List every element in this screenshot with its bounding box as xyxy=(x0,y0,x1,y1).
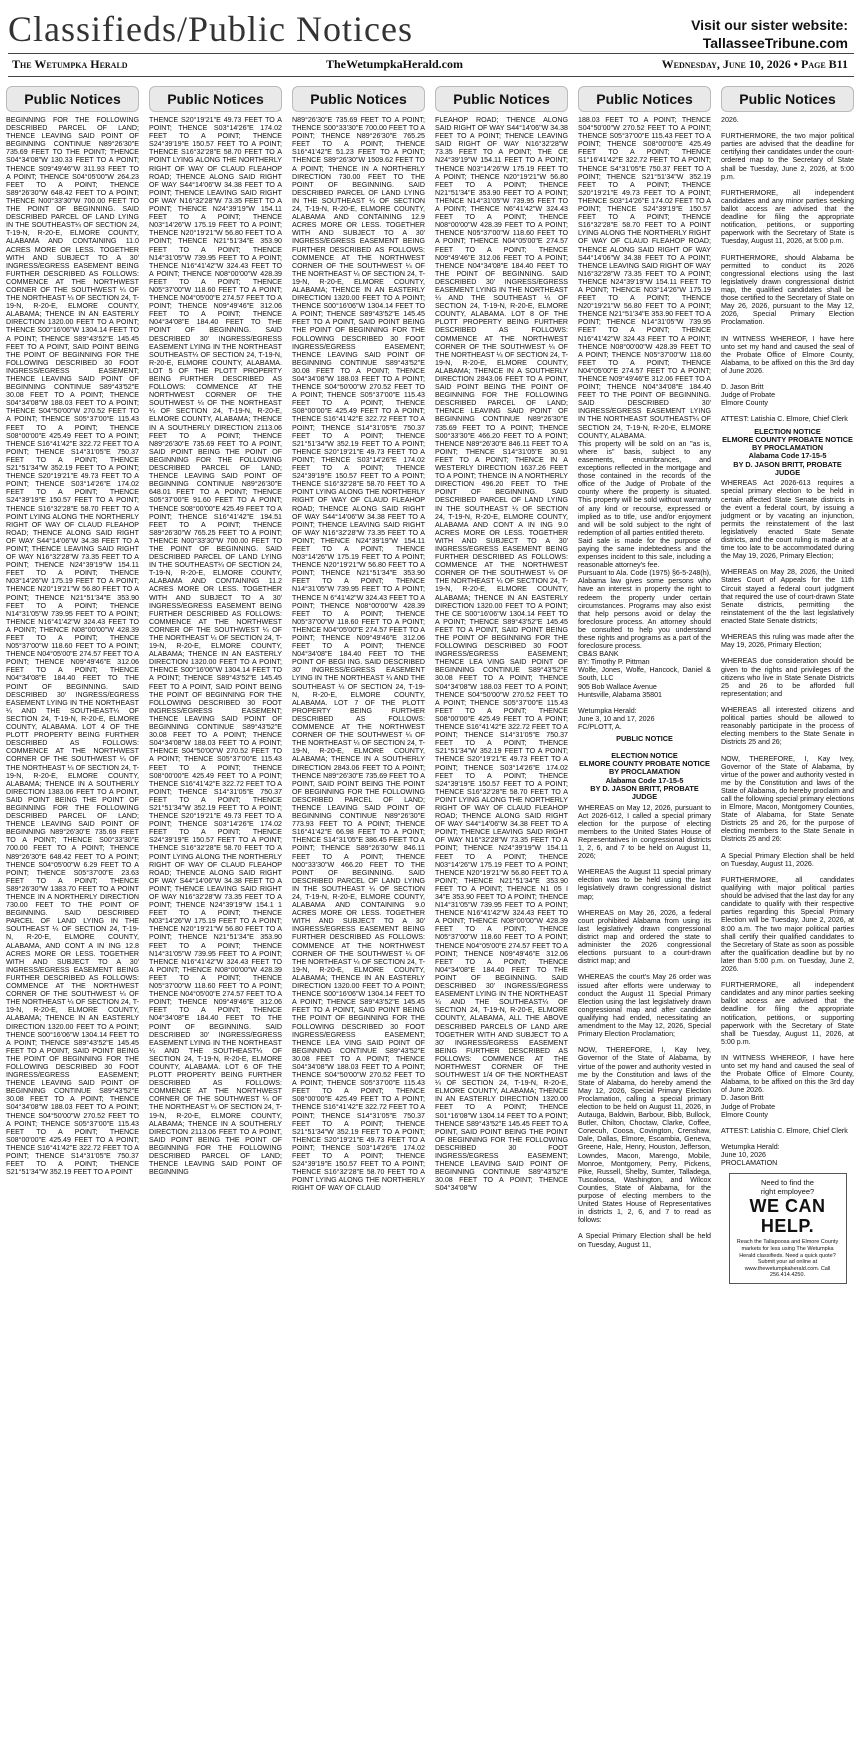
top-rule xyxy=(8,53,854,54)
notice-text: 2026. FURTHERMORE, the two major political parties are advised that the deadline for certifying their candidates under the court-ordered map to the Secretary of State shall be Tuesday, June 2, 2026, at 5:00 p.m. FURTHERMORE, all independent candidates and any minor parties seeking ballot access are advised that the deadline for filing the appropriate notification, petitions, or supporting paperwork with the Secretary of State is Tuesday, August 11, 2026, at 5:00 p.m. FURTHERMORE, should Alabama be permitted to conduct its 2026 congressional elections using the last legislatively drawn congressional district map, the qualified candidates shall be those certified to the Secretary of State on May 26, 2026, pursuant to the May 12, 2026, Special Primary Election Proclamation. IN WITNESS WHEREOF, I have here unto set my hand and caused the seal of the Probate Office of Elmore County, Alabama, to be affixed on this the 3rd day of June 2026. D. Jason Britt Judge of Probate Elmore County ATTEST: Latishia C. Elmore, Chief Clerk xyxy=(721,116,854,424)
notice-text: BEGINNING FOR THE FOLLOWING DESCRIBED PARCEL OF LAND; THENCE LEAVING SAID POINT OF BEGINNING CONTINUE N89°26'30"E 735.69 FEET TO THE POINT; THENCE S04°34'08"W 130.33 FEET TO A POINT; THENCE S09°49'46"W 311.93 FEET TO A POINT; THENCE S04°05'00"W 264.23 FEET TO A POINT; THENCE S89°26'30"W 648.42 FEET TO A POINT; THENCE N00°33'30"W 700.00 FEET TO THE POINT OF BEGINNING. SAID DESCRIBED PARCEL OF LAND LYING IN THE SOUTHEAST¼ OF SECTION 24, T-19-N, R-20-E, ELMORE COUNTY, ALABAMA AND CONTAINING 11.0 ACRES MORE OR LESS. TOGETHER WITH AND SUBJECT TO A 30' INGRESS/EGRESS EASEMENT BEING FURTHER DESCRIBED AS FOLLOWS: COMMENCE AT THE NORTHWEST CORNER OF THE SOUTHWEST ¼ OF THE NORTHEAST ¼ OF SECTION 24, T-19-N, R-20-E, ELMORE COUNTY, ALABAMA; THENCE IN AN EASTERLY DIRECTION 1320.00 FEET TO A POINT; THENCE S00°16'06"W 1304.14 FEET TO A POINT; THENCE S89°43'52"E 145.45 FEET TO A POINT, SAID POINT BEING THE POINT OF BEGINNING FOR THE FOLLOWING DESCRIBED 30 FOOT INGRESS/EGRESS EASEMENT; THENCE LEAVING SAID POINT OF BEGINNING CONTINUE S89°43'52"E 30.08 FEET TO A POINT; THENCE S04°34'08"W 188.03 FEET TO A POINT; THENCE S04°50'00"W 270.52 FEET TO A POINT; THENCE S05°37'00"E 115.43 FEET TO A POINT; THENCE S08°00'00"E 425.49 FEET TO A POINT; THENCE S16°41'42"E 322.72 FEET TO A POINT; THENCE S14°31'05"E 750.37 FEET TO A POINT; THENCE S21°51'34"W 352.19 FEET TO A POINT; THENCE S20°19'21"E 49.73 FEET TO A POINT; THENCE S03°14'26"E 174.02 FEET TO A POINT; THENCE S24°39'19"E 150.57 FEET TO A POINT; THENCE S16°32'28"E 58.70 FEET TO A POINT LYING ALONG THE NORTHERLY RIGHT OF WAY OF CLAUD FLEAHOP ROAD; THENCE ALONG SAID RIGHT OF WAY S44°14'06"W 34.38 FEET TO A POINT; THENCE LEAVING SAID RIGHT OF WAY N16°32'28"W 73.35 FEET TO A POINT; THENCE N24°39'19"W 154.11 FEET TO A POINT; THENCE N03°14'26"W 175.19 FEET TO A POINT; THENCE N20°19'21"W 56.80 FEET TO A POINT; THENCE N21°51'34"E 353.90 FEET TO A POINT; THENCE N14°31'05"W 739.95 FEET TO A POINT; THENCE N16°41'42"W 324.43 FEET TO A POINT; THENCE N08°00'00"W 428.39 FEET TO A POINT; THENCE N05°37'00"W 118.60 FEET TO A POINT; THENCE N04°05'00"E 274.57 FEET TO A POINT; THENCE N09°49'46"E 312.06 FEET TO A POINT; THENCE N04°34'08"E 184.40 FEET TO THE POINT OF BEGINNING. SAID DESCRIBED 30' INGRESS/EGRESS EASEMENT LYING IN THE NORTHEAST ¼ AND THE SOUTHEAST¼ OF SECTION 24, T-19-N, R-20-E, ELMORE COUNTY, ALABAMA. LOT 4 OF THE PLOTT PROPERTY BEING FURTHER DESCRIBED AS FOLLOWS: COMMENCE AT THE NORTHWEST CORNER OF THE SOUTHWEST ¼ OF THE NORTHEAST ¼ OF SECTION 24, T-19-N, R-20-E, ELMORE COUNTY, ALABAMA; THENCE IN A SOUTHERLY DIRECTION 1383.06 FEET TO A POINT, SAID POINT BEING THE POINT OF BEGINNING FOR THE FOLLOWING DESCRIBED PARCEL OF LAND; THENCE LEAVING SAID POINT OF BEGINNING N89°26'30"E 735.69 FEET TO A POINT; THENCE S00°33'30"E 700.00 FEET TO A POINT; THENCE N89°26'30"E 648.42 FEET TO A POINT; THENCE S04°05'00"W 6.29 FEET TO A POINT; THENCE S05°37'00"E 23.63 FEET TO A POINT; THENCE S89°26'30"W 1383.70 FEET TO A POINT THENCE IN A NORTHERLY DIRECTION 730.00 FEET TO THE POINT OF BEGINNING. SAID DESCRIBED PARCEL OF LAND LYING IN THE SOUTHEAST ¼ OF SECTION 24, T-19-N, R-20-E, ELMORE COUNTY, ALABAMA, AND CONT A IN ING 12.8 ACRES MORE OR LESS. TOGETHER WITH AND SUBJECT TO A 30' INGRESS/EGRESS EASEMENT BEING FURTHER DESCRIBED AS FOLLOWS: COMMENCE AT THE NORTHWEST CORNER OF THE SOUTHWEST ¼ OF THE NORTHEAST ¼ OF SECTION 24, T-19-N, R-20-E, ELMORE COUNTY, ALABAMA; THENCE IN AN EASTERLY DIRECTION 1320.00 FEET TO A POINT; THENCE S00°16'06"W 1304.14 FEET TO A POINT; THENCE S89°43'52"E 145.45 FEET TO A POINT, SAID POINT BEING THE POINT OF BEGINNING FOR THE FOLLOWING DESCRIBED 30 FOOT INGRESS/EGRESS EASEMENT; THENCE LEAVING SAID POINT OF BEGINNING CONTINUE S89°43'52"E 30.08 FEET TO A POINT; THENCE S04°34'08"W 188.03 FEET TO A POINT; THENCE S04°50'00"W 270.52 FEET TO A POINT; THENCE S05°37'00"E 115.43 FEET TO A POINT; THENCE S08°00'00"E 425.49 FEET TO A POINT; THENCE S16°41'42"E 322.72 FEET TO A POINT; THENCE S14°31'05"E 750.37 FEET TO A POINT; THENCE S21°51'34"W 352.19 FEET TO A POINT xyxy=(6,116,141,1177)
notice-column-1 xyxy=(6,86,139,1742)
paper-name: The Wetumpka Herald xyxy=(12,57,128,71)
notice-column-6 xyxy=(721,86,854,1742)
notice-column-5 xyxy=(578,86,711,1742)
section-title: Classifieds/Public Notices xyxy=(8,9,413,49)
notice-column-2 xyxy=(149,86,282,1742)
election-notice-text: WHEREAS on May 12, 2026, pursuant to Act 2026-612, I called a special primary election for the purpose of electing members to the United States House of Representatives in congressional districts 1, 2, 6, and 7 to be held on August 11, 2026; WHEREAS the August 11 special primary election was to be held using the last legislatively drawn congressional district map; WHEREAS on May 26, 2026, a federal court prohibited Alabama from using its last legislatively drawn congressional district map and ordered the state to administer the 2026 congressional elections pursuant to a court-drawn district map; and WHEREAS the court's May 26 order was issued after efforts were underway to conduct the August 11 Special Primary Election using the last legislatively drawn congressional map and after candidate qualifying had ended, necessitating an amendment to the May 12, 2026, Special Primary Election Proclamation; NOW, THEREFORE, I, Kay Ivey, Governor of the State of Alabama, by virtue of the power and authority vested in me by the Constitution and laws of the State of Alabama, do hereby amend the May 12, 2026, Special Primary Election Proclamation, calling a special primary election to be held on August 11, 2026, in Autauga, Baldwin, Barbour, Bibb, Bullock, Butler, Chilton, Choctaw, Clarke, Coffee, Conecuh, Coosa, Covington, Crenshaw, Dale, Dallas, Elmore, Escambia, Geneva, Greene, Hale, Henry, Houston, Jefferson, Lowndes, Macon, Marengo, Mobile, Monroe, Montgomery, Perry, Pickens, Pike, Russell, Shelby, Sumter, Talladega, Tuscaloosa, Washington, and Wilcox Counties, State of Alabama, for the purpose of electing members to the United States House of Representatives in districts 1, 2, 6, and 7 to read as follows: A Special Primary Election shall be held on Tuesday, August 11, xyxy=(578,803,711,1249)
paper-website[interactable]: TheWetumpkaHerald.com xyxy=(326,57,463,71)
column-header: Public Notices xyxy=(292,86,425,112)
column-header: Public Notices xyxy=(578,86,711,112)
classifieds-help-ad[interactable] xyxy=(729,1173,847,1284)
help-ad-line2: right employee? xyxy=(760,1187,815,1197)
column-header: Public Notices xyxy=(721,86,854,112)
bottom-rule xyxy=(8,76,854,77)
notice-text: FLEAHOP ROAD; THENCE ALONG SAID RIGHT OF WAY S44°14'06"W 34.38 FEET TO A POINT; THENCE LEAVING SAID RIGHT OF WAY N16°32'28"W 73.35 FEET TO A POINT; THE CE N24°39'19"W 154.11 FEET TO A POINT; THENCE N03°14'26"W 175.19 FEET TO A POINT; THENCE N20°19'21"W 56.80 FEET TO A POINT; THENCE N21°51'34"E 353.90 FEET TO A POINT; THENCE N14°31'05"W 739.95 FEET TO A POINT; THENCE N6°41'42"W 324.43 FEET TO A POINT; THENCE N08°00'00"W 428.39 FEET TO A POINT; THENCE N05°37'00"W 118.60 FEET TO A POINT; THENCE N04°05'00"E 274.57 FEET TO A POINT; THENCE N09°49'46"E 312.06 FEET TO A POINT; THENCE N04°34'08"E 184.40 FEET TO THE POINT OF BEGINNING. SAID DESCRIBED 30' INGRESS/EGRESS EASEMENT LYING IN THE NORTHEAST ¼ AND THE SOUTHEAST ¼ OF SECTION 24, T-19-N, R-20-E, ELMORE COUNTY, ALABAMA. LOT 8 OF THE PLOTT PROPERTY BEING FURTHER DESCRIBED AS FOLLOWS: COMMENCE AT THE NORTHWEST CORNER OF THE SOUTHWEST ¼ OF THE NORTHEAST ¼ OF SECTION 24, T-19-N, R-20-E, ELMORE COUNTY, ALABAMA; THENCE IN A SOUTHERLY DIRECTION 2843.06 FEET TO A POINT, SAID POINT BEING THE POINT OF BEGINNING FOR THE FOLLOWING DESCRIBED PARCEL OF LAND; THENCE LEAVING SAID POINT OF BEGINNING CONTINUE N89°26'30"E 735.69 FEET TO A POINT; THENCE S00°33'30"E 466.20 FEET TO A POINT; THENCE N89°26'30"E 846.11 FEET TO A POINT; THENCE S14°31'05"E 30.91 FEET TO A POINT; THENCE IN A WESTERLY DIRECTION 1637.26 FEET TO A POINT; THENCE IN A NORTHERLY DIRECTION 496.20 FEET TO THE POINT OF BEGINNING. SAID DESCRIBED PARCEL OF LAND LYING IN THE SOUTHEAST ¼ OF SECTION 24, T-19-N, R-20-E, ELMORE COUNTY, ALABAMA AND CONT A IN ING 9.0 ACRES MORE OR LESS. TOGETHER WITH AND SUBJECT TO A 30' INGRESS/EGRESS EASEMENT BEING FURTHER DESCRIBED AS FOLLOWS: COMMENCE AT THE NORTHWEST CORNER OF THE SOUTHWEST ¼ OF THE NORTHEAST ¼ OF SECTION 24, T-19-N, R-20-E, ELMORE COUNTY, ALABAMA; THENCE IN AN EASTERLY DIRECTION 1320.00 FEET TO A POINT; THE CE S00°16'06"W 1304.14 FEET TO A POINT; THENCE S89°43'52"E 145.45 FEET TO A POINT, SAID POINT BEING THE POINT OF BEGINNING FOR THE FOLLOWING DESCRIBED 30 FOOT INGRESS/EGRESS EASEMENT; THENCE LEA VING SAID POINT OF BEGINNING CONTINUE S89°43'52"E 30.08 FEET TO A POINT; THENCE S04°34'08"W 188.03 FEET TO A POINT; THENCE S04°50'00"W 270.52 FEET TO A POINT; THENCE S05°37'00"E 115.43 FEET TO A POINT; THENCE S08°00'00"E 425.49 FEET TO A POINT; THENCE S16°41'42"E 322.72 FEET TO A POINT; THENCE S14°31'05"E 750.37 FEET TO A POINT; THENCE S21°51'34"W 352.19 FEET TO A POINT; THENCE S20°19'21"E 49.73 FEET TO A POINT; THENCE S03°14'26"E 174.02 FEET TO A POINT; THENCE S24°39'19"E 150.57 FEET TO A POINT; THENCE S16°32'28"E 58.70 FEET TO A POINT LYING ALONG THE NORTHERLY RIGHT OF WAY OF CLAUD FLEAHOP ROAD; THENCE ALONG SAID RIGHT OF WAY S44°14'06"W 34.38 FEET TO A POINT; THENCE LEAVING SAID RIGHT OF WAY N16°32'28"W 73.35 FEET TO A POINT; THENCE N24°39'19"W 154.11 FEET TO A POINT; THENCE N03°14'26"W 175.19 FEET TO A POINT; THENCE N20°19'21"W 56.80 FEET TO A POINT; THENCE N21°51'34"E 353.90 FEET TO A POINT; THENCE N1 05 I 34"E 353.90 FEET TO A POINT; THENCE N14°31'05"W 739.95 FEET TO A POINT; THENCE N16°41'42"W 324.43 FEET TO A POINT; THENCE N08°00'00"W 428.39 FEET TO A POINT; THENCE N05°37'00"W 118.60 FEET TO A POINT; THENCE N04°05'00"E 274.57 FEET TO A POINT; THENCE N09°49'46"E 312.06 FEET TO A POINT; THENCE N04°34'08"E 184.40 FEET TO THE POINT OF BEGINNING. SAID DESCRIBED 30' INGRESS/EGRESS EASEMENT LYING IN THE NORTHEAST ¼ AND THE SOUTHEAST¼ OF SECTION 24, T-19-N, R-20-E, ELMORE COUNTY, ALABAMA, ALL THE ABOVE DESCRIBED PARCELS OF LAND ARE TOGETHER WITH AND SUBJECT TO A 30' INGRESS/EGRESS EASEMENT BEING FURTHER DESCRIBED AS FOLLOWS: COMMENCE AT THE NORTHWEST CORNER OF THE SOUTHWEST 1/4 OF THE NORTHEAST ¼ OF SECTION 24, T-19-N, R-20-E, ELMORE COUNTY, ALABAMA; THENCE IN AN EASTERLY DIRECTION 1320.00 FEET TO A POINT; THENCE S01°16'08"W 1304.14 FEET TO A POINT; THENCE S89°43'52"E 145.45 FEET TO A POINT, SAID POINT BEING THE POINT OF BEGINNING FOR THE FOLLOWING DESCRIBED 30 FOOT INGRESS/EGRESS EASEMENT; THENCE LEAVING SAID POINT OF BEGINNING CONTINUE S89°43'52"E 30.08 FEET TO A POINT; THENCE S04°34'08"W xyxy=(435,116,570,1193)
column-header: Public Notices xyxy=(435,86,568,112)
column-header: Public Notices xyxy=(149,86,282,112)
notice-text: 188.03 FEET TO A POINT; THENCE S04°50'00"W 270.52 FEET TO A POINT; THENCE S05°37'00"E 115.43 FEET TO A POINT; THENCE S08°00'00"E 425.49 FEET TO A POINT; THENCE S1°16'41'42"E 322.72 FEET TO A POINT; THENCE S4°31'05"E 750.37 FEET TO A POINT; THENCE S21°51'34"W 352.19 FEET TO A POINT; THENCE S20°19'21"E 49.73 FEET TO A POINT; THENCE S03°14'26"E 174.02 FEET TO A POINT; THENCE S24°39'19"E 150.57 FEET TO A POINT; THENCE S16°32'28"E 58.70 FEET TO A POINT LYING ALONG THE NORTHERLY RIGHT OF WAY OF CLAUD FLEAHOP ROAD; THENCE ALONG SAID RIGHT OF WAY S44°14'06"W 34.38 FEET TO A POINT; THENCE LEAVING SAID RIGHT OF WAY N16°32'28"W 73.35 FEET TO A POINT; THENCE N24°39'19"W 154.11 FEET TO A POINT; THENCE N03°14'26"W 175.19 FEET TO A POINT; THENCE N20°19'21"W 56.80 FEET TO A POINT; THENCE N21°51'34"E 353.90 FEET TO A POINT; THENCE N14°31'05"W 739.95 FEET TO A POINT; THENCE N16°41'42"W 324.43 FEET TO A POINT; THENCE N08°00'00"W 428.39 FEET TO A POINT; THENCE N05°37'00"W 118.60 FEET TO A POINT; THENCE N04°05'00"E 274.57 FEET TO A POINT; THENCE N09°49'46"E 312.06 FEET TO A POINT; THENCE N04°34'08"E 184.40 FEET TO THE POINT OF BEGINNING. SAID DESCRIBED 30' INGRESS/EGRESS EASEMENT LYING IN THE NORTHEAST SOUTHEAST¼ OF SECTION 24, T-19-N, R-20-E, ELMORE COUNTY, ALABAMA. This property will be sold on an "as is, where is" basis, subject to any easements, encumbrances, and exceptions reflected in the mortgage and those contained in the records of the office of the Judge of Probate of the county where the property is situated. This property will be sold without warranty of any kind or recourse, expressed or implied as to title, use and/or enjoyment and will be sold subject to the right of redemption of all parties entitled thereto. Said sale is made for the purpose of paying the same indebtedness and the expenses incident to this sale, including a reasonable attorney's fee. Pursuant to Ala. Code (1975) §6-5-248(h), Alabama law gives some persons who have an interest in property the right to redeem the property under certain circumstances. Programs may also exist that help persons avoid or delay the foreclosure process. An attorney should be consulted to help you understand these rights and programs as a part of the foreclosure process. CB&S BANK BY: Timothy P. Pittman Wolfe, Jones, Wolfe, Hancock, Daniel & South, LLC 905 Bob Wallace Avenue Huntsville, Alabama 35801 Wetumpka Herald: June 3, 10 and 17, 2026 FC/PLOTT, A. xyxy=(578,116,711,732)
election-notice-text: WHEREAS Act 2026-613 requires a special primary election to be held in certain affected State Senate districts in the event a federal court, by issuing a judgment or by vacating an injunction, permits the reinstatement of the last legislatively enacted State Senate districts, and the court ruling is made at a time too late to be accommodated during the May 19, 2026, Primary Election; WHEREAS on May 28, 2026, the United States Court of Appeals for the 11th Circuit stayed a federal court judgment that required the use of court-drawn State Senate districts, permitting the reinstatement of the the last legislatively enacted State Senate districts; WHEREAS this ruling was made after the May 19, 2026, Primary Election; WHEREAS due consideration should be given to the rights and privileges of the citizens who live in State Senate Districts 25 and 26 to be afforded full representation; and WHEREAS all interested citizens and political parties should be allowed to reasonably participate in the process of electing members to the State Senate in Districts 25 and 26; NOW, THEREFORE, I, Kay Ivey, Governor of the State of Alabama, by virtue of the power and authority vested in me by the Constitution and laws of the State of Alabama, do hereby proclaim and call the following special primary elections in Elmore, Macon, Montgomery Counties, State of Alabama, for State Senate Districts 25 and 26, for the purpose of electing members to the State Senate in Districts 25 and 26: A Special Primary Election shall be held on Tuesday, August 11, 2026. FURTHERMORE, all candidates qualifying with major political parties should be advised that the last day for any candidate to qualify with their respective parties regarding this Special Primary Election will be Tuesday, June 2, 2026, at 8:00 a.m. The two major political parties shall certify their qualified candidates to the Secretary of State as soon as possible after the qualification deadline but by no later than 5:00 p.m. on Tuesday, June 2, 2026. FURTHERMORE, all independent candidates and any minor parties seeking ballot access are advised that the deadline for filing the appropriate notification, petitions, or supporting paperwork with the Secretary of State shall be Tuesday, August 11, 2026, at 5:00 p.m. IN WITNESS WHEREOF, I have here unto set my hand and caused the seal of the Probate Office of Elmore County, Alabama, to be affixed on this the 3rd day of June 2026. D. Jason Britt Judge of Probate Elmore County ATTEST: Latishia C. Elmore, Chief Clerk Wetumpka Herald: June 10, 2026 PROCLAMATION xyxy=(721,479,854,1168)
issue-date-page: Wednesday, June 10, 2026 • Page B11 xyxy=(661,57,848,71)
help-ad-line1: Need to find the xyxy=(761,1178,814,1188)
notice-column-4 xyxy=(435,86,568,1742)
notice-column-3 xyxy=(292,86,425,1742)
sister-site-link[interactable]: TallasseeTribune.com xyxy=(702,35,848,51)
column-header: Public Notices xyxy=(6,86,139,112)
help-ad-details: Reach the Tallapoosa and Elmore County markets for less using The Wetumpka Herald classifieds. Need a quick quote? Submit your ad online at www.thewetumpkaherald.com. Call 256.414.4250. xyxy=(736,1239,839,1279)
help-ad-headline1: WE CAN xyxy=(749,1196,826,1217)
visit-line: Visit our sister website: xyxy=(691,17,848,33)
sister-site-promo xyxy=(691,16,848,52)
notice-text: N89°26'30"E 735.69 FEET TO A POINT; THENCE S00°33'30"E 700.00 FEET TO A POINT; THENCE N89°26'30"E 765.25 FEET TO A POINT; THENCE S16°41'42"E 51.23 FEET TO A POINT; THENCE S89°26'30"W 1509.62 FEET TO A POINT; THENCE IN A NORTHERLY DIRECTION 730.00 FEET TO THE POINT OF BEGINNING. SAID DESCRIBED PARCEL OF LAND LYING IN THE SOUTHEAST ¼ OF SECTION 24, T-19-N, R-20-E, ELMORE COUNTY, ALABAMA AND CONTAINING 12.9 ACRES MORE OR LESS. TOGETHER WITH AND SUBJECT TO A 30' INGRESS/EGRESS EASEMENT BEING FURTHER DESCRIBED AS FOLLOWS: COMMENCE AT THE NORTHWEST CORNER OF THE SOUTHWEST ¼ OF THE NORTHEAST ¼ OF SECTION 24, T-19-N, R-20-E, ELMORE COUNTY, ALABAMA; THENCE IN AN EASTERLY DIRECTION 1320.00 FEET TO A POINT; THENCE S00°16'06"W 1304.14 FEET TO A POINT; THENCE S89°43'52"E 145.45 FEET TO A POINT, SAID POINT BEING THE POINT OF BEGINNING FOR THE FOLLOWING DESCRIBED 30 FOOT INGRESS/EGRESS EASEMENT; THENCE LEAVING SAID POINT OF BEGINNING CONTINUE S89°43'52"E 30.08 FEET TO A POINT; THENCE S04°34'08"W 188.03 FEET TO A POINT; THENCE S04°50'00"W 270.52 FEET TO A POINT; THENCE S05°37'00"E 115.43 FEET TO A POINT; THENCE S08°00'00"E 425.49 FEET TO A POINT; THENCE S16°41'42"E 322.72 FEET TO A POINT; THENCE S14°31'05"E 750.37 FEET TO A POINT; THENCE S21°51'34"W 352.19 FEET TO A POINT; THENCE S20°19'21"E 49.73 FEET TO A POINT; THENCE S03°14'26"E 174.02 FEET TO A POINT; THENCE S24°39'19"E 150.57 FEET TO A POINT; THENCE S16°32'28"E 58.70 FEET TO A POINT LYING ALONG THE NORTHERLY RIGHT OF WAY OF CLAUD FLEAHOP ROAD; THENCE ALONG SAID RIGHT OF WAY S44°14'06"W 34.38 FEET TO A POINT; THENCE LEAVING SAID RIGHT OF WAY N16°32'28"W 73.35 FEET TO A POINT; THENCE N24°39'19"W 154.11 FEET TO A POINT; THENCE N03°14'26"W 175.19 FEET TO A POINT; THENCE N20°19'21"W 56.80 FEET TO A POINT; THENCE N21°51'34"E 353.90 FEET TO A POINT; THENCE N14°31'05"W 739.95 FEET TO A POINT; THENCE N 6°41'42"W 324.43 FEET TO A POINT; THENCE N08°00'00"W 428.39 FEET TO A POINT; THENCE N05°37'00"W 118.60 FEET TO A POINT; THENCE N04°05'00"E 274.57 FEET TO A POINT; THENCE N09°49'46"E 312.06 FEET TO A POINT; THENCE N04°34'08"E 184.40 FEET TO THE POINT OF BEGI ING. SAID DESCRIBED 30' INGRESS/EGRESS EASEMENT LYING IN THE NORTHEAST ¼ AND THE SOUTHEAST ¼ OF SECTION 24, T-19-N, R-20-E, ELMORE COUNTY, ALABAMA. LOT 7 OF THE PLOTT PROPERTY BEING FURTHER DESCRIBED AS FOLLOWS: COMMENCE AT THE NORTHWEST CORNER OF THE SOUTHWEST ¼ OF THE NORTHEAST ¼ OF SECTION 24, T-19-N, R-20-E, ELMORE COUNTY, ALABAMA; THENCE IN A SOUTHERLY DIRECTION 2843.06 FEET TO A POINT; THENCE N89°26'30"E 735.69 FEET TO A POINT, SAID POINT BEING THE POINT OF BEGINNING FOR THE FOLLOWING DESCRIBED PARCEL OF LAND; THENCE LEAVING SAID POINT OF BEGINNING CONTINUE N89°26'30"E 773.93 FEET TO A POINT; THENCE S16°41'42"E 66.98 FEET TO A POINT; THENCE S14°31'05"E 386.45 FEET TO A POINT; THENCE S89°26'30"W 846.11 FEET TO A POINT; THENCE N00°33'30"W 466.20 FEET TO THE POINT OF BEGINNING. SAID DESCRIBED PARCEL OF LAND LYING IN THE SOUTHEAST ¼ OF SECTION 24, T-19-N, R-20-E, ELMORE COUNTY, ALABAMA AND CONTAINING 9.0 ACRES MORE OR LESS. TOGETHER WITH AND SUBJECT TO A 30' INGRESS/EGRESS EASEMENT BEING FURTHER DESCRIBED AS FOLLOWS: COMMENCE AT THE NORTHWEST CORNER OF THE SOUTHWEST ¼ OF THE NORTHEAST ¼ OF SECTION 24, T-19-N, R-20-E, ELMORE COUNTY, ALABAMA; THENCE IN AN EASTERLY DIRECTION 1320.00 FEET TO A POINT; THENCE S00°16'06"W 1304.14 FEET TO A POINT; THENCE S89°43'52"E 145.45 FEET TO A POINT, SAID POINT BEING THE POINT OF BEGINNING FOR THE FOLLOWING DESCRIBED 30 FOOT INGRESS/EGRESS EASEMENT; THENCE LEA VING SAID POINT OF BEGINNING CONTINUE S89°43'52"E 30.08 FEET TO A POINT; THENCE S04°34'08"W 188.03 FEET TO A POINT; THENCE S04°50'00"W 270.52 FEET TO A POINT; THENCE S05°37'00"E 115.43 FEET TO A POINT; THENCE S08°00'00"E 425.49 FEET TO A POINT; THENCE S16°41'42"E 322.72 FEET TO A POINT; THENCE S14°31'05"E 750.37 FEET TO A POINT; THENCE S21°51'34"W 352.19 FEET TO A POINT; THENCE S20°19'21"E 49.73 FEET TO A POINT; THENCE S03°14'26"E 174.02 FEET TO A POINT; THENCE S24°39'19"E 150.57 FEET TO A POINT; THENCE S16°32'28"E 58.70 FEET TO A POINT LYING ALONG THE NORTHERLY RIGHT OF WAY OF CLAUD xyxy=(292,116,427,1193)
notice-text: THENCE S20°19'21"E 49.73 FEET TO A POINT; THENCE S03°14'26"E 174.02 FEET TO A POINT; THENCE S24°39'19"E 150.57 FEET TO A POINT; THENCE S16°32'28"E 58.70 FEET TO A POINT LYING ALONG THE NORTHERLY RIGHT OF WAY OF CLAUD FLEAHOP ROAD; THENCE ALONG SAID RIGHT OF WAY S44°14'06"W 34.38 FEET TO A POINT; THENCE LEAVING SAID RIGHT OF WAY N16°32'28"W 73.35 FEET TO A POINT; THENCE N24°39'19"W 154.11 FEET TO A POINT; THENCE N03°14'26"W 175.19 FEET TO A POINT; THENCE N20°19'21"W 56.80 FEET TO A POINT; THENCE N21°51'34"E 353.90 FEET TO A POINT; THENCE N14°31'05"W 739.95 FEET TO A POINT; THENCE N16°41'42"W 324.43 FEET TO A POINT; THENCE N08°00'00"W 428.39 FEET TO A POINT; THENCE N05°37'00"W 118.60 FEET TO A POINT; THENCE N04°05'00"E 274.57 FEET TO A POINT; THENCE N09°49'46"E 312.06 FEET TO A POINT; THENCE N04°34'08"E 184.40 FEET TO THE POINT OF BEGINNING. SAID DESCRIBED 30' INGRESS/EGRESS EASEMENT LYING IN THE NORTHEAST SOUTHEAST¼ OF SECTION 24, T-19-N, R-20-E, ELMORE COUNTY, ALABAMA. LOT 5 OF THE PLOTT PROPERTY BEING FURTHER DESCRIBED AS FOLLOWS: COMMENCE AT THE NORTHWEST CORNER OF THE SOUTHWEST ¼ OF THE NORTHEAST ¼ OF SECTION 24, T-19-N, R-20-E, ELMORE COUNTY, ALABAMA; THENCE IN A SOUTHERLY DIRECTION 2113.06 FEET TO A POINT; THENCE N89°26'30"E 735.69 FEET TO A POINT, SAID POINT BEING THE POINT OF BEGINNING FOR THE FOLLOWING DESCRIBED PARCEL OF LAND; THENCE LEAVING SAID POINT OF BEGINNING CONTINUE N89°26'30"E 648.01 FEET TO A POINT; THENCE S05°37'00"E 91.60 FEET TO A POINT; THENCE S08°00'00"E 425.49 FEET TO A POINT; THENCE S16°41'42"E 194.51 FEET TO A POINT; THENCE S89°26'30"W 765.25 FEET TO A POINT; THENCE N00°33'30"W 700.00 FEET TO THE POINT OF BEGINNING. SAID DESCRIBED PARCEL OF LAND LYING IN THE SOUTHEAST¼ OF SECTION 24, T-19-N, R-20-E, ELMORE COUNTY, ALABAMA AND CONTAINING 11.2 ACRES MORE OR LESS. TOGETHER WITH AND SUBJECT TO A 30' INGRESS/EGRESS EASEMENT BEING FURTHER DESCRIBED AS FOLLOWS: COMMENCE AT THE NORTHWEST CORNER OF THE SOUTHWEST ¼ OF THE NORTHEAST ¼ OF SECTION 24, T-19-N, R-20-E, ELMORE COUNTY, ALABAMA; THENCE IN AN EASTERLY DIRECTION 1320.00 FEET TO A POINT; THENCE S00°16'06"W 1304.14 FEET TO A POINT; THENCE S89°43'52"E 145.45 FEET TO A POINT, SAID POINT BEING THE POINT OF BEGINNING FOR THE FOLLOWING DESCRIBED 30 FOOT INGRESS/EGRESS EASEMENT; THENCE LEAVING SAID POINT OF BEGINNING CONTINUE S89°43'52"E 30.08 FEET TO A POINT; THENCE S04°34'08"W 188.03 FEET TO A POINT; THENCE S04°50'00"W 270.52 FEET TO A POINT; THENCE S05°37'00"E 115.43 FEET TO A POINT; THENCE S08°00'00"E 425.49 FEET TO A POINT; THENCE S16°41'42"E 322.72 FEET TO A POINT; THENCE S14°31'05"E 750.37 FEET TO A POINT; THENCE S21°51'34"W 352.19 FEET TO A POINT; THENCE S20°19'21"E 49.73 FEET TO A POINT; THENCE S03°14'26"E 174.02 FEET TO A POINT; THENCE S24°39'19"E 150.57 FEET TO A POINT; THENCE S16°32'28"E 58.70 FEET TO A POINT LYING ALONG THE NORTHERLY RIGHT OF WAY OF CLAUD FLEAHOP ROAD; THENCE ALONG SAID RIGHT OF WAY S44°14'06"W 34.38 FEET TO A POINT; THENCE LEAVING SAID RIGHT OF WAY N16°32'28"W 73.35 FEET TO A POINT; THENCE N24°39'19"W 154.1 1 FEET TO A POINT; THENCE N03°14'26"W 175.19 FEET TO A POINT; THENCE N20°19'21"W 56.80 FEET TO A POINT; THENCE N21°51'34"E 353.90 FEET TO A POINT; THENCE N14°31'05"W 739.95 FEET TO A POINT; THENCE N16°41'42"W 324.43 FEET TO A POINT; THENCE N08°00'00"W 428.39 FEET TO A POINT; THENCE N05°37'00"W 118.60 FEET TO A POINT; THENCE N04°05'00"E 274.57 FEET TO A POINT; THENCE N09°49'46"E 312.06 FEET TO A POINT; THENCE N04°34'08"E 184.40 FEET TO THE POINT OF BEGINNING. SAID DESCRIBED 30' INGRESS/EGRESS EASEMENT LYING IN THE NORTHEAST ¼ AND THE SOUTHEAST¼ OF SECTION 24, T-19-N, R-20-E, ELMORE COUNTY, ALABAMA. LOT 6 OF THE PLOTT PROPERTY BEING FURTHER DESCRIBED AS FOLLOWS: COMMENCE AT THE NORTHWEST CORNER OF THE SOUTHWEST ¼ OF THE NORTHEAST ¼ OF SECTION 24, T-19-N, R-20-E, ELMORE COUNTY, ALABAMA; THENCE IN A SOUTHERLY DIRECTION 2113.06 FEET TO A POINT, SAID POINT BEING THE POINT OF BEGINNING FOR THE FOLLOWING DESCRIBED PARCEL OF LAND; THENCE LEAVING SAID POINT OF BEGINNING xyxy=(149,116,284,1177)
paper-info-bar xyxy=(8,57,854,73)
election-notice-title: PUBLIC NOTICE ELECTION NOTICE ELMORE COUNTY PROBATE NOTICE BY PROCLAMATION Alabama Code 17-15-5 BY D. JASON BRITT, PROBATE JUDGE xyxy=(579,734,710,802)
notices-columns xyxy=(6,86,856,1742)
election-notice-title: ELECTION NOTICE ELMORE COUNTY PROBATE NOTICE BY PROCLAMATION Alabama Code 17-15-5 BY D. JASON BRITT, PROBATE JUDGE xyxy=(722,426,853,478)
help-ad-headline2: HELP. xyxy=(760,1216,815,1237)
